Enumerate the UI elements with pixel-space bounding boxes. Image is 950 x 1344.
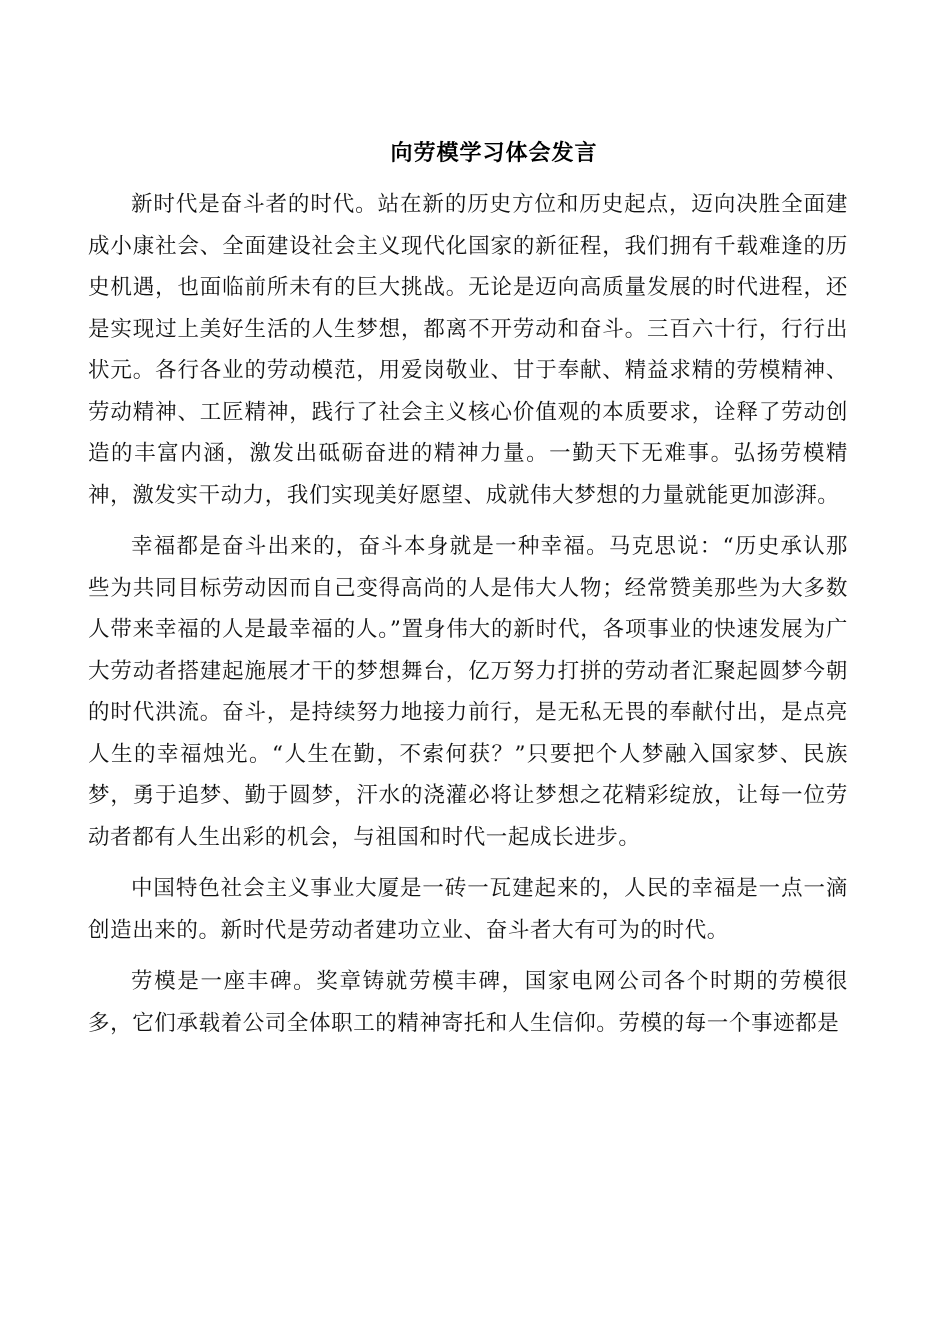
document-body bbox=[88, 184, 848, 1054]
paragraph-3: 中国特色社会主义事业大厦是一砖一瓦建起来的，人民的幸福是一点一滴创造出来的。新时代是劳动者建功立业、奋斗者大有可为的时代。 bbox=[88, 876, 848, 943]
paragraph-4: 劳模是一座丰碑。奖章铸就劳模丰碑，国家电网公司各个时期的劳模很多，它们承载着公司全体职工的精神寄托和人生信仰。劳模的每一个事迹都是 bbox=[88, 969, 848, 1036]
paragraph-2: 幸福都是奋斗出来的，奋斗本身就是一种幸福。马克思说：“历史承认那些为共同目标劳动因而自己变得高尚的人是伟大人物；经常赞美那些为大多数人带来幸福的人是最幸福的人。”置身伟大的新时代，各项事业的快速发展为广大劳动者搭建起施展才干的梦想舞台，亿万努力打拼的劳动者汇聚起圆梦今朝的时代洪流。奋斗，是持续努力地接力前行，是无私无畏的奉献付出，是点亮人生的幸福烛光。“人生在勤，不索何获？”只要把个人梦融入国家梦、民族梦，勇于追梦、勤于圆梦，汗水的浇灌必将让梦想之花精彩绽放，让每一位劳动者都有人生出彩的机会，与祖国和时代一起成长进步。 bbox=[88, 534, 848, 850]
paragraph-1: 新时代是奋斗者的时代。站在新的历史方位和历史起点，迈向决胜全面建成小康社会、全面建设社会主义现代化国家的新征程，我们拥有千载难逢的历史机遇，也面临前所未有的巨大挑战。无论是迈向高质量发展的时代进程，还是实现过上美好生活的人生梦想，都离不开劳动和奋斗。三百六十行，行行出状元。各行各业的劳动模范，用爱岗敬业、甘于奉献、精益求精的劳模精神、劳动精神、工匠精神，践行了社会主义核心价值观的本质要求，诠释了劳动创造的丰富内涵，激发出砥砺奋进的精神力量。一勤天下无难事。弘扬劳模精神，激发实干动力，我们实现美好愿望、成就伟大梦想的力量就能更加澎湃。 bbox=[88, 192, 848, 508]
document-title: 向劳模学习体会发言 bbox=[390, 140, 598, 166]
